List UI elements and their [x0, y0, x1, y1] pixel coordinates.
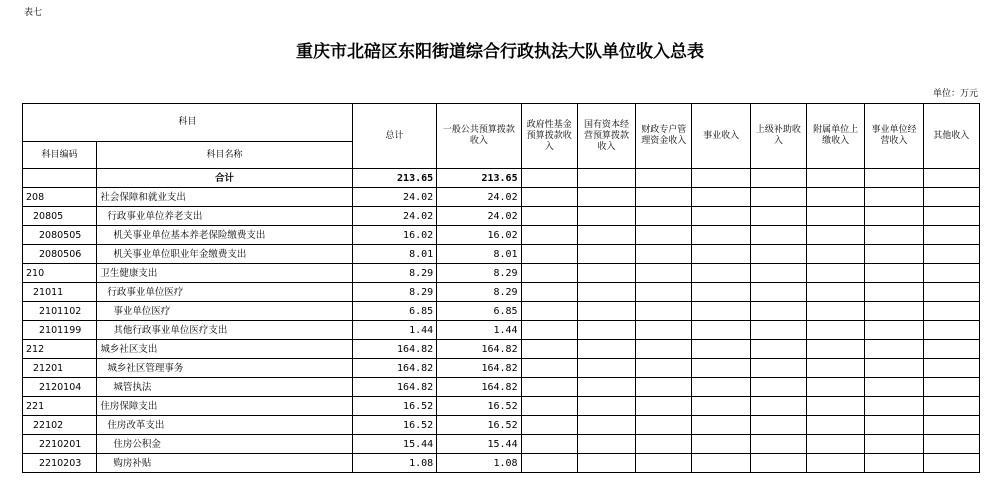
header-special-account: 财政专户管理资金收入: [636, 104, 692, 169]
subject-code: 2101199: [23, 321, 97, 340]
header-subject: 科目: [23, 104, 353, 142]
empty-cell: [865, 302, 923, 321]
total-amount: 213.65: [352, 169, 436, 188]
empty-cell: [521, 302, 577, 321]
total-amount: 8.01: [352, 245, 436, 264]
subject-name: 行政事业单位养老支出: [97, 207, 352, 226]
empty-cell: [750, 302, 806, 321]
empty-cell: [750, 435, 806, 454]
header-general-budget: 一般公共预算拨款收入: [437, 104, 521, 169]
empty-cell: [692, 207, 750, 226]
empty-cell: [636, 340, 692, 359]
general-budget-amount: 164.82: [437, 378, 521, 397]
subject-code: 22102: [23, 416, 97, 435]
subject-name: 住房改革支出: [97, 416, 352, 435]
empty-cell: [636, 226, 692, 245]
subject-code: 20805: [23, 207, 97, 226]
table-row: [23, 264, 980, 283]
total-amount: 24.02: [352, 188, 436, 207]
empty-cell: [750, 359, 806, 378]
empty-cell: [636, 245, 692, 264]
subject-code: 210: [23, 264, 97, 283]
total-amount: 15.44: [352, 435, 436, 454]
general-budget-amount: 8.29: [437, 264, 521, 283]
subject-name: 城乡社区支出: [97, 340, 352, 359]
empty-cell: [923, 245, 979, 264]
empty-cell: [865, 321, 923, 340]
header-subsidiary-turnover: 附属单位上缴收入: [807, 104, 865, 169]
subject-code: 221: [23, 397, 97, 416]
empty-cell: [923, 435, 979, 454]
total-label: 合计: [97, 169, 352, 188]
empty-cell: [750, 321, 806, 340]
empty-cell: [865, 435, 923, 454]
empty-cell: [865, 416, 923, 435]
table-row: [23, 302, 980, 321]
empty-cell: [577, 321, 635, 340]
empty-cell: [577, 302, 635, 321]
empty-cell: [521, 188, 577, 207]
empty-cell: [923, 302, 979, 321]
empty-cell: [923, 359, 979, 378]
empty-cell: [692, 454, 750, 473]
empty-cell: [577, 378, 635, 397]
empty-cell: [692, 359, 750, 378]
table-row: [23, 188, 980, 207]
empty-cell: [750, 226, 806, 245]
subject-name: 卫生健康支出: [97, 264, 352, 283]
table-row: [23, 283, 980, 302]
empty-cell: [521, 435, 577, 454]
empty-cell: [636, 264, 692, 283]
header-business-operation: 事业单位经营收入: [865, 104, 923, 169]
general-budget-amount: 164.82: [437, 359, 521, 378]
empty-cell: [923, 454, 979, 473]
empty-cell: [577, 264, 635, 283]
empty-cell: [807, 454, 865, 473]
empty-cell: [865, 283, 923, 302]
empty-cell: [692, 435, 750, 454]
empty-cell: [636, 302, 692, 321]
empty-cell: [636, 454, 692, 473]
subject-code: 208: [23, 188, 97, 207]
empty-cell: [923, 340, 979, 359]
general-budget-amount: 24.02: [437, 188, 521, 207]
total-amount: 8.29: [352, 283, 436, 302]
total-code: [23, 169, 97, 188]
empty-cell: [923, 416, 979, 435]
subject-code: 21201: [23, 359, 97, 378]
general-budget-amount: 15.44: [437, 435, 521, 454]
empty-cell: [577, 245, 635, 264]
empty-cell: [807, 321, 865, 340]
empty-cell: [807, 264, 865, 283]
table-row: [23, 340, 980, 359]
total-amount: 16.52: [352, 397, 436, 416]
table-row: [23, 359, 980, 378]
empty-cell: [692, 226, 750, 245]
empty-cell: [636, 397, 692, 416]
general-budget-amount: 1.08: [437, 454, 521, 473]
empty-cell: [750, 416, 806, 435]
empty-cell: [636, 283, 692, 302]
empty-cell: [750, 207, 806, 226]
empty-cell: [636, 416, 692, 435]
empty-cell: [577, 359, 635, 378]
empty-cell: [521, 207, 577, 226]
total-amount: 8.29: [352, 264, 436, 283]
table-row: [23, 378, 980, 397]
empty-cell: [807, 397, 865, 416]
empty-cell: [807, 435, 865, 454]
empty-cell: [923, 378, 979, 397]
empty-cell: [807, 340, 865, 359]
empty-cell: [577, 416, 635, 435]
header-total: 总计: [352, 104, 436, 169]
empty-cell: [865, 397, 923, 416]
header-name: 科目名称: [97, 142, 352, 169]
empty-cell: [692, 397, 750, 416]
subject-code: 2101102: [23, 302, 97, 321]
subject-name: 住房公积金: [97, 435, 352, 454]
empty-cell: [923, 226, 979, 245]
total-amount: 164.82: [352, 359, 436, 378]
total-amount: 1.08: [352, 454, 436, 473]
total-amount: 164.82: [352, 378, 436, 397]
general-budget-amount: 8.01: [437, 245, 521, 264]
table-row: [23, 454, 980, 473]
empty-cell: [807, 302, 865, 321]
general-budget-amount: 8.29: [437, 283, 521, 302]
subject-code: 2210201: [23, 435, 97, 454]
general-budget-amount: 16.52: [437, 397, 521, 416]
header-state-capital: 国有资本经营预算拨款收入: [577, 104, 635, 169]
empty-cell: [865, 359, 923, 378]
empty-cell: [636, 188, 692, 207]
empty-cell: [750, 283, 806, 302]
subject-code: 21011: [23, 283, 97, 302]
empty-cell: [577, 454, 635, 473]
total-amount: 164.82: [352, 340, 436, 359]
empty-cell: [750, 340, 806, 359]
empty-cell: [865, 245, 923, 264]
empty-cell: [692, 283, 750, 302]
subject-name: 城乡社区管理事务: [97, 359, 352, 378]
empty-cell: [923, 321, 979, 340]
empty-cell: [636, 435, 692, 454]
unit-label: 单位：万元: [932, 89, 978, 99]
general-budget-amount: 6.85: [437, 302, 521, 321]
table-row: [23, 321, 980, 340]
empty-cell: [521, 245, 577, 264]
empty-cell: [521, 321, 577, 340]
empty-cell: [521, 264, 577, 283]
empty-cell: [807, 188, 865, 207]
empty-cell: [923, 283, 979, 302]
empty-cell: [521, 283, 577, 302]
header-other: 其他收入: [923, 104, 979, 169]
empty-cell: [750, 397, 806, 416]
empty-cell: [577, 340, 635, 359]
empty-cell: [807, 245, 865, 264]
empty-cell: [865, 340, 923, 359]
total-amount: 16.52: [352, 416, 436, 435]
header-gov-fund: 政府性基金预算拨款收入: [521, 104, 577, 169]
empty-cell: [692, 378, 750, 397]
subject-code: 2120104: [23, 378, 97, 397]
empty-cell: [577, 226, 635, 245]
total-amount: 16.02: [352, 226, 436, 245]
empty-cell: [807, 416, 865, 435]
empty-cell: [636, 321, 692, 340]
empty-cell: [692, 416, 750, 435]
subject-name: 事业单位医疗: [97, 302, 352, 321]
empty-cell: [923, 264, 979, 283]
empty-cell: [865, 454, 923, 473]
empty-cell: [636, 359, 692, 378]
subject-code: 2080506: [23, 245, 97, 264]
table-row: [23, 416, 980, 435]
empty-cell: [521, 397, 577, 416]
table-row: [23, 397, 980, 416]
empty-cell: [521, 359, 577, 378]
income-summary-table: [22, 103, 980, 473]
empty-cell: [521, 340, 577, 359]
empty-cell: [692, 245, 750, 264]
empty-cell: [521, 226, 577, 245]
empty-cell: [807, 207, 865, 226]
empty-cell: [865, 378, 923, 397]
empty-cell: [807, 283, 865, 302]
empty-cell: [521, 378, 577, 397]
empty-cell: [577, 188, 635, 207]
subject-name: 社会保障和就业支出: [97, 188, 352, 207]
empty-cell: [923, 207, 979, 226]
table-row: [23, 226, 980, 245]
subject-code: 2080505: [23, 226, 97, 245]
page-title: 重庆市北碚区东阳街道综合行政执法大队单位收入总表: [296, 42, 704, 62]
empty-cell: [577, 397, 635, 416]
empty-cell: [692, 321, 750, 340]
empty-cell: [750, 245, 806, 264]
empty-cell: [577, 207, 635, 226]
subject-name: 机关事业单位职业年金缴费支出: [97, 245, 352, 264]
empty-cell: [521, 454, 577, 473]
subject-name: 机关事业单位基本养老保险缴费支出: [97, 226, 352, 245]
subject-name: 城管执法: [97, 378, 352, 397]
total-amount: 24.02: [352, 207, 436, 226]
empty-cell: [865, 264, 923, 283]
subject-code: 212: [23, 340, 97, 359]
empty-cell: [750, 264, 806, 283]
empty-cell: [807, 359, 865, 378]
table-row: [23, 245, 980, 264]
general-budget-amount: 16.02: [437, 226, 521, 245]
subject-name: 其他行政事业单位医疗支出: [97, 321, 352, 340]
empty-cell: [692, 188, 750, 207]
total-row: [23, 169, 980, 188]
empty-cell: [636, 207, 692, 226]
total-amount: 1.44: [352, 321, 436, 340]
subject-name: 住房保障支出: [97, 397, 352, 416]
empty-cell: [865, 188, 923, 207]
table-row: [23, 435, 980, 454]
empty-cell: [807, 226, 865, 245]
empty-cell: [807, 378, 865, 397]
subject-code: 2210203: [23, 454, 97, 473]
empty-cell: [577, 435, 635, 454]
empty-cell: [750, 454, 806, 473]
empty-cell: [750, 188, 806, 207]
table-row: [23, 207, 980, 226]
general-budget-amount: 164.82: [437, 340, 521, 359]
header-row-1: [23, 104, 980, 142]
table-tag: 表七: [24, 8, 43, 18]
header-code: 科目编码: [23, 142, 97, 169]
empty-cell: [521, 416, 577, 435]
empty-cell: [923, 397, 979, 416]
empty-cell: [636, 378, 692, 397]
general-budget-amount: 24.02: [437, 207, 521, 226]
empty-cell: [577, 283, 635, 302]
empty-cell: [865, 226, 923, 245]
subject-name: 行政事业单位医疗: [97, 283, 352, 302]
empty-cell: [750, 378, 806, 397]
subject-name: 购房补贴: [97, 454, 352, 473]
empty-cell: [692, 302, 750, 321]
empty-cell: [865, 207, 923, 226]
empty-cell: [692, 340, 750, 359]
total-general-budget: 213.65: [437, 169, 521, 188]
total-amount: 6.85: [352, 302, 436, 321]
general-budget-amount: 1.44: [437, 321, 521, 340]
empty-cell: [692, 264, 750, 283]
general-budget-amount: 16.52: [437, 416, 521, 435]
empty-cell: [923, 188, 979, 207]
header-superior-subsidy: 上级补助收入: [750, 104, 806, 169]
header-business: 事业收入: [692, 104, 750, 169]
